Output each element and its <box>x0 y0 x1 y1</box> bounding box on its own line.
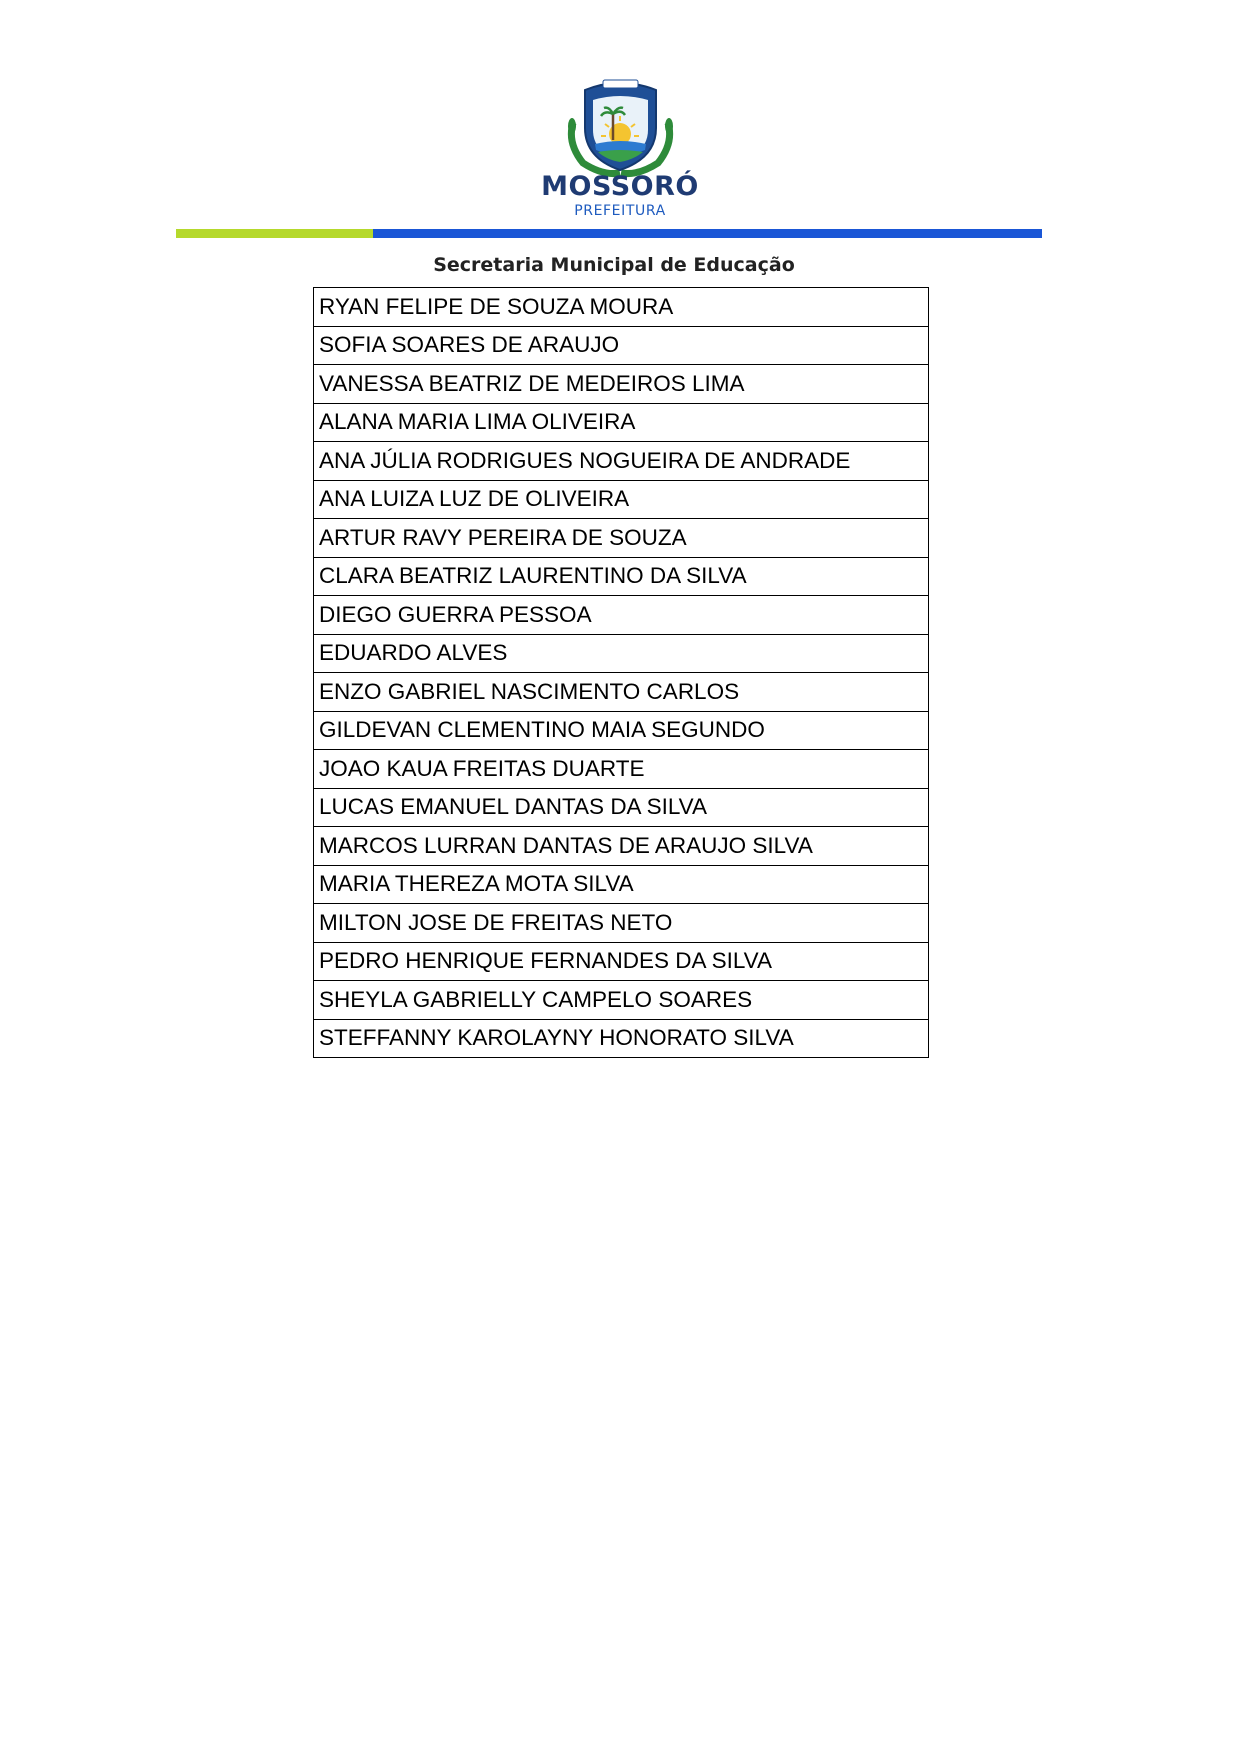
student-name: ANA JÚLIA RODRIGUES NOGUEIRA DE ANDRADE <box>314 442 929 481</box>
table-row <box>314 1019 929 1058</box>
table-row <box>314 750 929 789</box>
student-name: GILDEVAN CLEMENTINO MAIA SEGUNDO <box>314 711 929 750</box>
student-name: ANA LUIZA LUZ DE OLIVEIRA <box>314 480 929 519</box>
municipal-crest-icon <box>563 78 678 178</box>
student-name: ALANA MARIA LIMA OLIVEIRA <box>314 403 929 442</box>
student-name: EDUARDO ALVES <box>314 634 929 673</box>
table-row <box>314 865 929 904</box>
table-row <box>314 365 929 404</box>
student-name: LUCAS EMANUEL DANTAS DA SILVA <box>314 788 929 827</box>
table-row <box>314 942 929 981</box>
student-name: MARCOS LURRAN DANTAS DE ARAUJO SILVA <box>314 827 929 866</box>
table-row <box>314 788 929 827</box>
header-color-bar <box>176 229 1042 238</box>
table-row <box>314 480 929 519</box>
table-row <box>314 711 929 750</box>
table-row <box>314 634 929 673</box>
student-list-table <box>313 287 929 1058</box>
table-row <box>314 981 929 1020</box>
student-name: RYAN FELIPE DE SOUZA MOURA <box>314 288 929 327</box>
brand-subtitle: PREFEITURA <box>574 203 666 219</box>
table-row <box>314 827 929 866</box>
student-name: PEDRO HENRIQUE FERNANDES DA SILVA <box>314 942 929 981</box>
student-name: SOFIA SOARES DE ARAUJO <box>314 326 929 365</box>
student-name: STEFFANNY KAROLAYNY HONORATO SILVA <box>314 1019 929 1058</box>
student-name: VANESSA BEATRIZ DE MEDEIROS LIMA <box>314 365 929 404</box>
student-name: MARIA THEREZA MOTA SILVA <box>314 865 929 904</box>
table-row <box>314 557 929 596</box>
header-bar-blue <box>373 229 1042 238</box>
department-title: Secretaria Municipal de Educação <box>433 254 795 276</box>
table-row <box>314 326 929 365</box>
prefeitura-logo <box>535 78 705 218</box>
table-row <box>314 519 929 558</box>
student-name: SHEYLA GABRIELLY CAMPELO SOARES <box>314 981 929 1020</box>
header-bar-green <box>176 229 373 238</box>
student-name: JOAO KAUA FREITAS DUARTE <box>314 750 929 789</box>
table-row <box>314 673 929 712</box>
student-name: DIEGO GUERRA PESSOA <box>314 596 929 635</box>
table-row <box>314 596 929 635</box>
table-row <box>314 904 929 943</box>
table-row <box>314 288 929 327</box>
brand-name: MOSSORÓ <box>541 171 699 202</box>
student-name: ENZO GABRIEL NASCIMENTO CARLOS <box>314 673 929 712</box>
student-name: CLARA BEATRIZ LAURENTINO DA SILVA <box>314 557 929 596</box>
table-row <box>314 442 929 481</box>
table-row <box>314 403 929 442</box>
student-name: MILTON JOSE DE FREITAS NETO <box>314 904 929 943</box>
student-name: ARTUR RAVY PEREIRA DE SOUZA <box>314 519 929 558</box>
